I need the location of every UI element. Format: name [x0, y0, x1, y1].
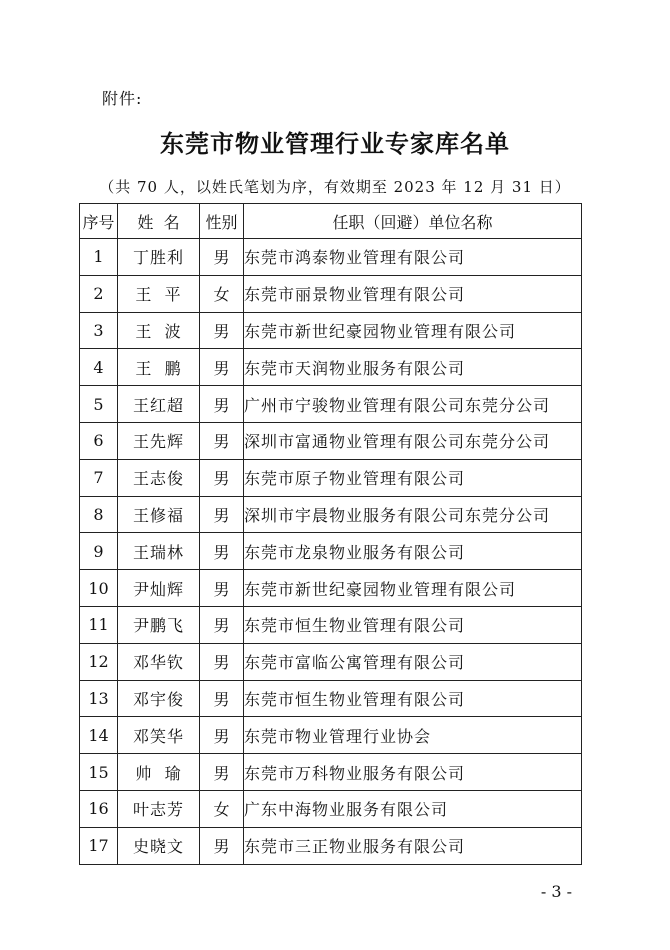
- attachment-label: 附件:: [102, 89, 143, 108]
- table-row: [80, 570, 582, 607]
- row-company: 广州市宁骏物业管理有限公司东莞分公司: [244, 386, 582, 423]
- row-name: 史晓文: [118, 827, 200, 864]
- row-company: 东莞市龙泉物业服务有限公司: [244, 533, 582, 570]
- header-company: 任职（回避）单位名称: [244, 204, 582, 239]
- row-gender: 男: [200, 754, 244, 791]
- row-company: 东莞市鸿泰物业管理有限公司: [244, 239, 582, 276]
- page-number: - 3 -: [540, 882, 572, 901]
- row-number: 13: [80, 680, 118, 717]
- row-name: 王红超: [118, 386, 200, 423]
- row-name: 王 鹏: [118, 349, 200, 386]
- row-number: 10: [80, 570, 118, 607]
- row-company: 广东中海物业服务有限公司: [244, 790, 582, 827]
- row-company: 深圳市宇晨物业服务有限公司东莞分公司: [244, 496, 582, 533]
- row-company: 东莞市万科物业服务有限公司: [244, 754, 582, 791]
- row-gender: 男: [200, 422, 244, 459]
- row-gender: 女: [200, 275, 244, 312]
- row-name: 王修福: [118, 496, 200, 533]
- row-gender: 男: [200, 239, 244, 276]
- row-number: 7: [80, 459, 118, 496]
- header-name: 姓 名: [118, 204, 200, 239]
- row-name: 邓宇俊: [118, 680, 200, 717]
- row-name: 王 波: [118, 312, 200, 349]
- row-company: 东莞市物业管理行业协会: [244, 717, 582, 754]
- row-number: 9: [80, 533, 118, 570]
- row-gender: 男: [200, 349, 244, 386]
- header-gender: 性别: [200, 204, 244, 239]
- table-row: [80, 496, 582, 533]
- row-name: 王志俊: [118, 459, 200, 496]
- table-row: [80, 349, 582, 386]
- row-number: 14: [80, 717, 118, 754]
- table-row: [80, 312, 582, 349]
- row-name: 王先辉: [118, 422, 200, 459]
- row-company: 深圳市富通物业管理有限公司东莞分公司: [244, 422, 582, 459]
- row-company: 东莞市三正物业服务有限公司: [244, 827, 582, 864]
- table-row: [80, 643, 582, 680]
- row-company: 东莞市富临公寓管理有限公司: [244, 643, 582, 680]
- row-company: 东莞市恒生物业管理有限公司: [244, 680, 582, 717]
- row-name: 叶志芳: [118, 790, 200, 827]
- row-gender: 男: [200, 827, 244, 864]
- document-title: 东莞市物业管理行业专家库名单: [160, 129, 510, 158]
- row-name: 邓笑华: [118, 717, 200, 754]
- row-company: 东莞市丽景物业管理有限公司: [244, 275, 582, 312]
- header-number: 序号: [80, 204, 118, 239]
- document-subtitle: （共 70 人，以姓氏笔划为序，有效期至 2023 年 12 月 31 日）: [99, 178, 571, 196]
- row-number: 3: [80, 312, 118, 349]
- row-gender: 男: [200, 680, 244, 717]
- row-number: 4: [80, 349, 118, 386]
- row-name: 王瑞林: [118, 533, 200, 570]
- table-header-row: [80, 204, 582, 239]
- row-number: 11: [80, 606, 118, 643]
- row-name: 丁胜利: [118, 239, 200, 276]
- row-number: 6: [80, 422, 118, 459]
- table-row: [80, 790, 582, 827]
- row-gender: 女: [200, 790, 244, 827]
- row-gender: 男: [200, 533, 244, 570]
- table-row: [80, 533, 582, 570]
- row-number: 1: [80, 239, 118, 276]
- table-body: [80, 239, 582, 865]
- row-gender: 男: [200, 312, 244, 349]
- row-company: 东莞市天润物业服务有限公司: [244, 349, 582, 386]
- expert-roster-table: [79, 203, 582, 865]
- row-number: 8: [80, 496, 118, 533]
- row-name: 尹鹏飞: [118, 606, 200, 643]
- table-row: [80, 827, 582, 864]
- table-row: [80, 422, 582, 459]
- table-row: [80, 239, 582, 276]
- row-number: 12: [80, 643, 118, 680]
- row-company: 东莞市新世纪豪园物业管理有限公司: [244, 570, 582, 607]
- row-gender: 男: [200, 717, 244, 754]
- row-name: 帅 瑜: [118, 754, 200, 791]
- row-gender: 男: [200, 570, 244, 607]
- row-number: 15: [80, 754, 118, 791]
- table-row: [80, 717, 582, 754]
- row-company: 东莞市恒生物业管理有限公司: [244, 606, 582, 643]
- table-row: [80, 459, 582, 496]
- table-row: [80, 754, 582, 791]
- table-row: [80, 386, 582, 423]
- row-gender: 男: [200, 386, 244, 423]
- row-name: 尹灿辉: [118, 570, 200, 607]
- row-number: 16: [80, 790, 118, 827]
- row-company: 东莞市新世纪豪园物业管理有限公司: [244, 312, 582, 349]
- row-gender: 男: [200, 643, 244, 680]
- row-gender: 男: [200, 459, 244, 496]
- row-name: 王 平: [118, 275, 200, 312]
- row-gender: 男: [200, 606, 244, 643]
- table-row: [80, 275, 582, 312]
- row-name: 邓华钦: [118, 643, 200, 680]
- row-company: 东莞市原子物业管理有限公司: [244, 459, 582, 496]
- row-number: 17: [80, 827, 118, 864]
- row-gender: 男: [200, 496, 244, 533]
- table-row: [80, 680, 582, 717]
- row-number: 5: [80, 386, 118, 423]
- table-row: [80, 606, 582, 643]
- row-number: 2: [80, 275, 118, 312]
